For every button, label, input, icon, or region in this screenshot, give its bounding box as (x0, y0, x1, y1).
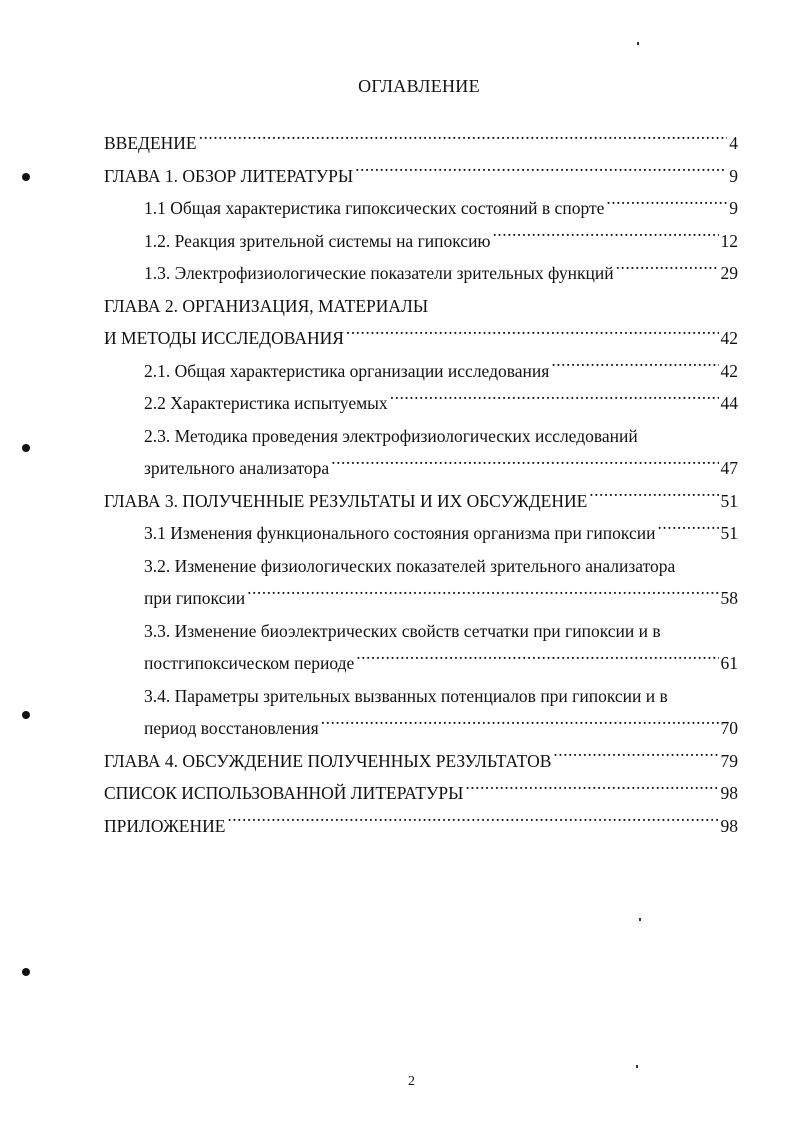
toc-entry-page: 42 (720, 328, 738, 348)
toc-entry-label: 2.2 Характеристика испытуемых (144, 393, 388, 413)
toc-entry-label: СПИСОК ИСПОЛЬЗОВАННОЙ ЛИТЕРАТУРЫ (104, 783, 464, 803)
binder-hole-mark (22, 444, 30, 452)
dot-leader (199, 132, 728, 150)
dot-leader (616, 262, 719, 280)
dot-leader (657, 522, 718, 540)
dot-leader (493, 229, 719, 247)
toc-entry-page: 51 (720, 490, 738, 511)
toc-entry-page: 42 (720, 360, 738, 381)
toc-entry-label: зрительного анализатора (144, 458, 330, 478)
toc-entry-label: постгипоксическом периоде (144, 653, 355, 673)
toc-entry-section-3-4[interactable] (104, 712, 738, 745)
toc-entry-page: 12 (720, 230, 738, 251)
toc-entry-section-2-3[interactable] (104, 452, 738, 485)
dot-leader (356, 652, 718, 670)
toc-entry-page: 51 (720, 523, 738, 543)
toc-entry-section-3-4-line-1 (104, 680, 738, 713)
toc-entry-appendix[interactable] (104, 810, 738, 843)
toc-entry-page: 47 (720, 458, 738, 478)
toc-entry-section-3-3[interactable] (104, 647, 738, 680)
toc-entry-label: 3.3. Изменение биоэлектрических свойств сетчатки при гипоксии и в (144, 620, 661, 641)
binder-hole-mark (22, 173, 30, 181)
scan-speck (639, 918, 641, 921)
toc-entry-section-1-3[interactable] (104, 257, 738, 290)
dot-leader (465, 782, 718, 800)
toc-entry-page: 58 (720, 588, 738, 608)
toc-entry-label: 1.2. Реакция зрительной системы на гипоксию (144, 230, 491, 251)
toc-entry-chapter-1[interactable] (104, 160, 738, 193)
binder-hole-mark (22, 711, 30, 719)
toc-entry-chapter-2[interactable] (104, 322, 738, 355)
toc-entry-section-3-3-line-1 (104, 615, 738, 648)
dot-leader (346, 327, 719, 345)
scan-speck (637, 42, 639, 45)
dot-leader (606, 197, 727, 215)
dot-leader (553, 749, 718, 767)
dot-leader (355, 164, 727, 182)
toc-entry-page: 9 (729, 165, 738, 186)
toc-entry-section-1-1[interactable] (104, 192, 738, 225)
page-number: 2 (408, 1074, 415, 1089)
toc-entry-chapter-3[interactable] (104, 485, 738, 518)
toc-entry-section-3-2-line-1 (104, 550, 738, 583)
toc-entry-page: 61 (720, 653, 738, 673)
dot-leader (331, 457, 718, 475)
toc-entry-label: ГЛАВА 1. ОБЗОР ЛИТЕРАТУРЫ (104, 165, 354, 186)
dot-leader (390, 392, 719, 410)
toc-entry-section-3-1[interactable] (104, 517, 738, 550)
toc-entry-label: ПРИЛОЖЕНИЕ (104, 815, 226, 836)
toc-entry-section-2-3-line-1 (104, 420, 738, 453)
toc-entry-label: 1.1 Общая характеристика гипоксических состояний в спорте (144, 198, 605, 218)
toc-entry-label: ГЛАВА 3. ПОЛУЧЕННЫЕ РЕЗУЛЬТАТЫ И ИХ ОБСУЖДЕНИЕ (104, 490, 588, 511)
toc-entry-label: ГЛАВА 4. ОБСУЖДЕНИЕ ПОЛУЧЕННЫХ РЕЗУЛЬТАТОВ (104, 750, 552, 771)
toc-entry-section-2-1[interactable] (104, 355, 738, 388)
toc-entry-page: 79 (720, 750, 738, 771)
toc-entry-label: 3.4. Параметры зрительных вызванных потенциалов при гипоксии и в (144, 685, 668, 706)
dot-leader (321, 717, 719, 735)
toc-title: ОГЛАВЛЕНИЕ (358, 76, 480, 96)
toc-entry-label: 1.3. Электрофизиологические показатели зрительных функций (144, 263, 614, 283)
toc-entry-page: 98 (720, 783, 738, 803)
toc-entry-chapter-4[interactable] (104, 745, 738, 778)
toc-entry-introduction[interactable] (104, 127, 738, 160)
toc-entry-label: ГЛАВА 2. ОРГАНИЗАЦИЯ, МАТЕРИАЛЫ (104, 295, 429, 316)
toc-entry-label: 2.1. Общая характеристика организации исследования (144, 360, 550, 381)
toc-entry-page: 44 (720, 393, 738, 413)
dot-leader (551, 359, 718, 377)
toc-entry-label: при гипоксии (144, 588, 246, 608)
toc-entry-section-2-2[interactable] (104, 387, 738, 420)
dot-leader (227, 814, 718, 832)
binder-hole-mark (22, 968, 30, 976)
toc-entry-references[interactable] (104, 777, 738, 810)
toc-entry-page: 98 (720, 815, 738, 836)
toc-entry-label: И МЕТОДЫ ИССЛЕДОВАНИЯ (104, 328, 344, 348)
toc-entry-page: 9 (729, 198, 738, 218)
dot-leader (589, 489, 718, 507)
toc-entry-page: 29 (720, 263, 738, 283)
toc-entry-page: 70 (720, 718, 738, 738)
toc-entry-label: ВВЕДЕНИЕ (104, 133, 197, 153)
toc-entry-label: период восстановления (144, 718, 319, 738)
toc-entry-chapter-2-line-1 (104, 290, 738, 323)
toc-entry-section-1-2[interactable] (104, 225, 738, 258)
toc-entry-label: 3.1 Изменения функционального состояния организма при гипоксии (144, 523, 656, 543)
dot-leader (247, 587, 718, 605)
toc-entry-label: 3.2. Изменение физиологических показателей зрительного анализатора (144, 555, 676, 576)
toc-entry-section-3-2[interactable] (104, 582, 738, 615)
scan-speck (636, 1065, 638, 1068)
toc-entry-label: 2.3. Методика проведения электрофизиологических исследований (144, 425, 638, 446)
table-of-contents (104, 127, 738, 842)
toc-entry-page: 4 (729, 133, 738, 153)
